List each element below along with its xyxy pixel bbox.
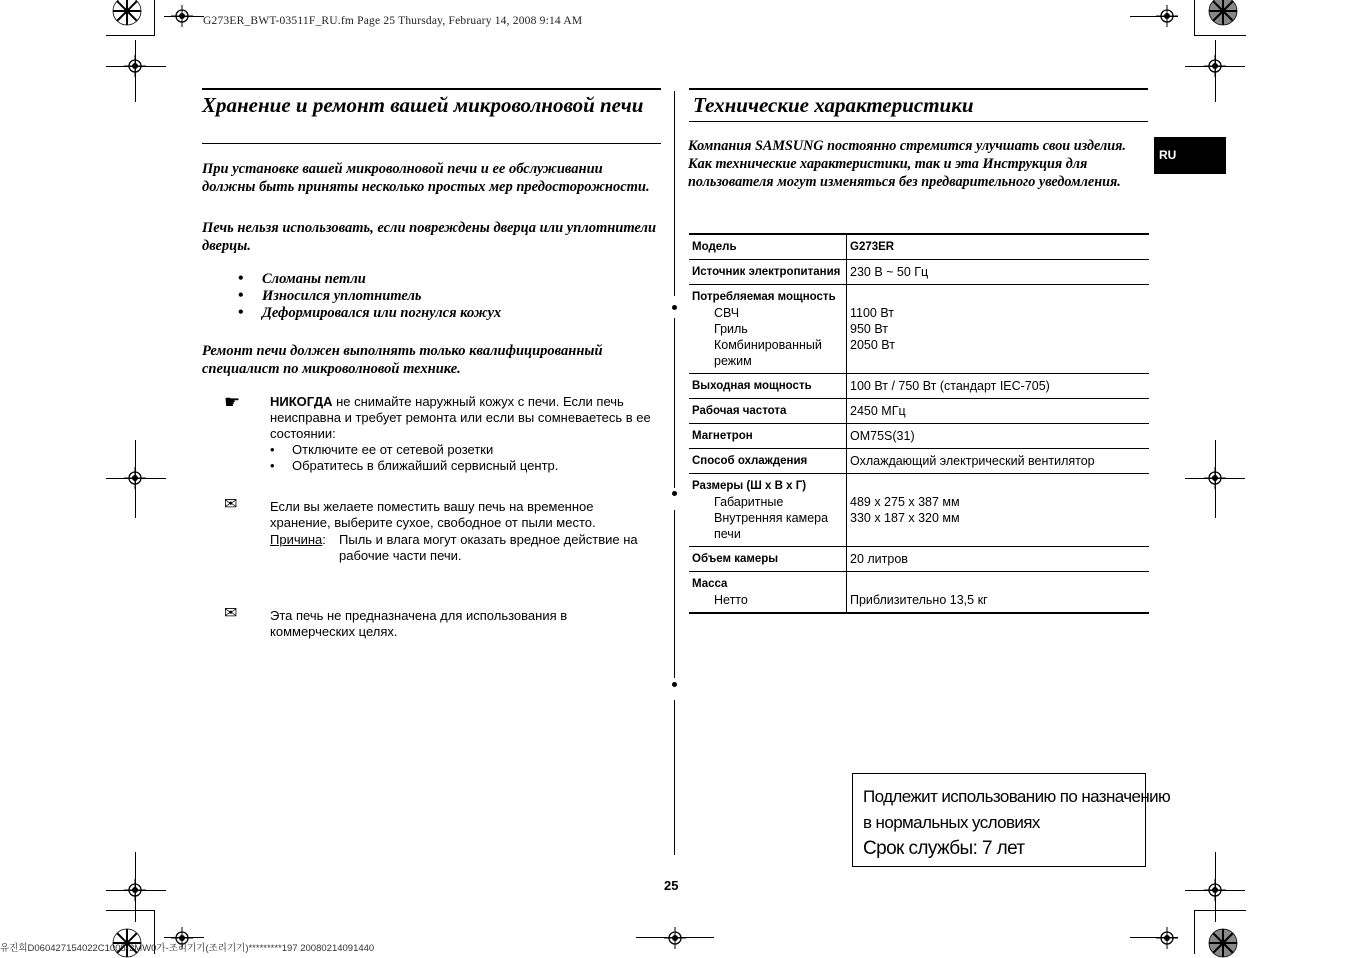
intro-paragraph: Компания SAMSUNG постоянно стремится улучшать свои изделия. Как технические характеристики, так и эта Инструкция для пользователя могут изменяться без предварительного уведомления. xyxy=(688,138,1126,190)
spec-subkey: Комбинированный режим xyxy=(714,338,822,368)
starburst-target-icon xyxy=(112,0,142,26)
commercial-note: Эта печь не предназначена для использования в коммерческих целях. xyxy=(270,608,568,639)
spec-key: Выходная мощность xyxy=(689,374,847,399)
page-title-right: Технические характеристики xyxy=(693,93,974,117)
registration-mark-icon xyxy=(1204,55,1226,77)
stamp-line: Подлежит использованию по назначению xyxy=(863,787,1171,806)
spec-key: Рабочая частота xyxy=(689,399,847,424)
spec-value-group xyxy=(847,572,1150,614)
spec-value: 489 x 275 x 387 мм xyxy=(850,495,960,509)
registration-mark-icon xyxy=(1156,5,1178,27)
crop-mark xyxy=(106,35,154,36)
spec-value-group xyxy=(847,474,1150,547)
intro-paragraph: При установке вашей микроволновой печи и ее обслуживании должны быть приняты несколько простых мер предосторожности. xyxy=(202,161,650,195)
stamp-line: в нормальных условиях xyxy=(863,813,1040,832)
title-rule xyxy=(689,121,1148,122)
table-row xyxy=(689,547,1149,572)
spec-value: 20 литров xyxy=(847,547,1150,572)
table-row xyxy=(689,285,1149,374)
spec-table xyxy=(689,233,1149,614)
registration-mark-icon xyxy=(1204,879,1226,901)
service-life-stamp xyxy=(852,773,1171,867)
reason-label xyxy=(270,532,340,548)
title-rule xyxy=(689,88,1148,90)
warning-text: не снимайте наружный кожух с печи. Если печь неисправна и требует ремонта или если вы сомневаетесь в ее состоянии: xyxy=(270,394,651,441)
table-row xyxy=(689,374,1149,399)
crop-mark xyxy=(106,910,154,911)
list-item: • Износился уплотнитель xyxy=(238,288,658,305)
crop-mark xyxy=(1194,910,1246,911)
spec-value: 100 Вт / 750 Вт (стандарт IEC-705) xyxy=(847,374,1150,399)
spec-value: 2450 МГц xyxy=(847,399,1150,424)
repair-paragraph: Ремонт печи должен выполнять только квалифицированный специалист по микроволновой технике. xyxy=(202,343,603,377)
column-divider xyxy=(674,91,675,296)
table-row xyxy=(689,399,1149,424)
table-row xyxy=(689,234,1149,260)
registration-mark-icon xyxy=(1204,467,1226,489)
intro-paragraph: Печь нельзя использовать, если повреждены дверца или уплотнители дверцы. xyxy=(202,220,657,254)
column-divider xyxy=(674,510,675,678)
spec-subkey: Габаритные xyxy=(714,495,784,509)
registration-mark-icon xyxy=(124,467,146,489)
note-icon: ✉ xyxy=(224,605,238,622)
registration-mark-icon xyxy=(664,927,686,949)
spec-subkey: Гриль xyxy=(714,322,748,336)
spec-key-group xyxy=(689,474,847,547)
spec-value: Приблизительно 13,5 кг xyxy=(850,593,988,607)
spec-subkey: Нетто xyxy=(714,593,748,607)
spec-value: 230 В ~ 50 Гц xyxy=(847,260,1150,285)
pointing-hand-icon: ☛ xyxy=(224,392,241,412)
registration-mark-icon xyxy=(124,879,146,901)
list-item: • Деформировался или погнулся кожух xyxy=(238,305,658,322)
spec-value: OM75S(31) xyxy=(847,424,1150,449)
table-row xyxy=(689,424,1149,449)
spec-value: 950 Вт xyxy=(850,322,888,336)
spec-key: Масса xyxy=(692,578,728,590)
stamp-line: Срок службы: 7 лет xyxy=(863,838,1025,859)
column-divider xyxy=(674,700,675,855)
divider-dot xyxy=(672,305,677,310)
registration-mark-icon xyxy=(1156,927,1178,949)
spec-key: Потребляемая мощность xyxy=(692,291,836,303)
crop-mark xyxy=(154,0,155,36)
spec-key: Источник электропитания xyxy=(689,260,847,285)
list-item: • Сломаны петли xyxy=(238,271,658,288)
warning-note xyxy=(270,394,655,474)
spec-value: 330 x 187 x 320 мм xyxy=(850,511,960,525)
starburst-target-icon xyxy=(1208,0,1238,26)
spec-key: Объем камеры xyxy=(689,547,847,572)
divider-dot xyxy=(672,682,677,687)
page-title-left: Хранение и ремонт вашей микроволновой печи xyxy=(202,93,644,117)
reason-label-text: Причина xyxy=(270,532,323,547)
spec-key: Модель xyxy=(689,234,847,260)
column-divider xyxy=(674,318,675,488)
spec-subkey: СВЧ xyxy=(714,306,740,320)
spec-key-group xyxy=(689,572,847,614)
spec-key: Магнетрон xyxy=(689,424,847,449)
table-row xyxy=(689,474,1149,547)
spec-value: 2050 Вт xyxy=(850,338,895,352)
registration-mark-icon xyxy=(171,5,193,27)
storage-note: Если вы желаете поместить вашу печь на временное хранение, выберите сухое, свободное от пыли место. xyxy=(270,499,596,530)
crop-mark xyxy=(1194,0,1195,36)
spec-key: Размеры (Ш x В x Г) xyxy=(692,480,807,492)
spec-key-group xyxy=(689,285,847,374)
spec-subkey: Внутренняя камера печи xyxy=(714,511,829,541)
damage-list xyxy=(238,271,658,322)
note-icon: ✉ xyxy=(224,496,238,513)
reason-colon: : xyxy=(322,532,326,547)
warning-strong: НИКОГДА xyxy=(270,394,333,409)
spec-value: 1100 Вт xyxy=(850,306,895,320)
footer-slug: 유진희D060427154022C1005-2MW0가-조리기기(조리기기)*********197 20080214091440 xyxy=(0,943,375,954)
title-rule xyxy=(202,88,661,90)
table-row xyxy=(689,572,1149,614)
table-row xyxy=(689,260,1149,285)
crop-mark xyxy=(1194,35,1246,36)
reason-text: Пыль и влага могут оказать вредное действие на рабочие части печи. xyxy=(339,532,638,563)
list-item: • Отключите ее от сетевой розетки xyxy=(270,442,655,458)
registration-mark-icon xyxy=(124,55,146,77)
page-number: 25 xyxy=(664,878,679,893)
table-row xyxy=(689,449,1149,474)
title-rule xyxy=(202,143,661,144)
spec-value: G273ER xyxy=(847,234,1150,260)
spec-key: Способ охлаждения xyxy=(689,449,847,474)
language-tab: RU xyxy=(1154,137,1226,174)
divider-dot xyxy=(672,491,677,496)
crop-mark xyxy=(1194,910,1195,954)
spec-value-group xyxy=(847,285,1150,374)
list-item: • Обратитесь в ближайший сервисный центр. xyxy=(270,458,655,474)
file-header: G273ER_BWT-03511F_RU.fm Page 25 Thursday, February 14, 2008 9:14 AM xyxy=(203,15,583,27)
spec-value: Охлаждающий электрический вентилятор xyxy=(847,449,1150,474)
